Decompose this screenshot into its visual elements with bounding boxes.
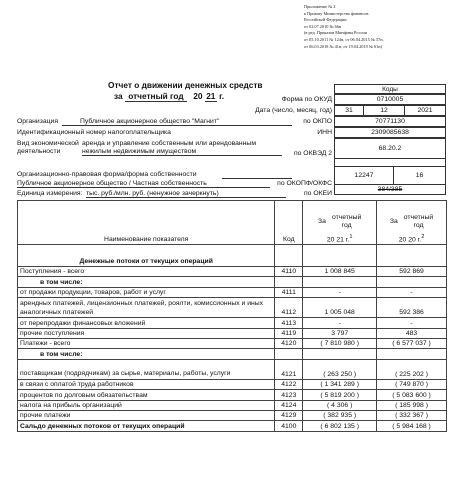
row-current-value: 3 797 [303,328,377,338]
opf-value: Публичное акционерное общество / Частная собственность [17,180,270,188]
row-name: поставщикам (подрядчикам) за сырье, материалы, работы, услуги [18,359,275,379]
date-day: 31 [334,105,364,116]
row-code: 4121 [275,359,303,379]
table-row [18,328,447,338]
col-current-header [303,201,377,245]
row-code: 4113 [275,318,303,328]
okopf-label: по ОКОПФ/ОКФС [277,180,332,187]
activity-label-2: деятельности [17,148,61,155]
row-name: Поступления - всего [18,267,275,277]
row-name: в связи с оплатой труда работников [18,379,275,389]
col-previous-sup: 2 [421,233,425,240]
table-body [18,267,447,432]
row-code: 4120 [275,338,303,348]
okpo-label: по ОКПО [303,118,332,125]
row-current-value: ( 6 802 135 ) [303,421,377,431]
row-code: 4112 [275,298,303,318]
period-year-pre: 20 [193,91,203,101]
row-previous-value [377,277,447,287]
cash-flow-table [17,200,447,432]
row-name: Платежи - всего [18,338,275,348]
row-name: прочие поступления [18,328,275,338]
okud-value: 0710005 [334,94,446,105]
row-previous-value: ( 332 367 ) [377,410,447,420]
inn-label: ИНН [317,129,332,136]
period-za: за [114,91,123,101]
okpo-value: 70771130 [334,116,446,127]
annex-line: от 06.03.2018 № 41н, от 19.04.2019 № 61н) [304,43,383,49]
activity-label-1: Вид экономической [17,140,79,147]
row-previous-value: ( 749 870 ) [377,379,447,389]
table-row [18,298,447,318]
table-row [18,277,447,287]
okved-value: 68.20.2 [334,138,446,159]
report-period [114,91,224,102]
row-current-value: 1 008 845 [303,267,377,277]
section-cur [303,245,377,267]
table-row [18,390,447,400]
row-name: от продажи продукции, товаров, работ и услуг [18,287,275,297]
row-code: 4123 [275,390,303,400]
col-previous-header [377,201,447,245]
col-previous-l2: год [413,221,424,229]
row-current-value: ( 382 935 ) [303,410,377,420]
okei-value [334,184,446,195]
col-current-l2: год [341,221,352,229]
row-code: 4111 [275,287,303,297]
row-current-value: 1 005 048 [303,298,377,318]
codes-header: Коды [334,84,446,94]
col-current-year: 20 21 г. [326,236,350,243]
row-current-value: - [303,287,377,297]
activity-value-1: аренда и управление собственным или арендованным [82,140,256,147]
row-name: прочие платежи [18,410,275,420]
annex-note [304,4,384,50]
row-name: налога на прибыль организаций [18,400,275,410]
row-previous-value: ( 6 577 037 ) [377,338,447,348]
okfs-value: 16 [393,166,446,185]
table-row [18,379,447,389]
date-month: 12 [363,105,405,116]
date-year: 2021 [404,105,446,116]
col-current-l1: отчетный [331,213,362,221]
annex-line: к Приказу Министерства финансов [304,10,369,16]
org-value: Публичное акционерное общество "Магнит" [62,118,292,126]
row-previous-value [377,349,447,359]
row-current-value [303,349,377,359]
period-year-suffix: 21 [206,91,216,101]
section-code [275,245,303,267]
unit-label: Единица измерения: [17,190,83,197]
table-row [18,267,447,277]
row-previous-value: ( 225 202 ) [377,359,447,379]
annex-line: от 02.07.2010 № 66н [304,23,342,29]
row-previous-value: 483 [377,328,447,338]
table-row [18,287,447,297]
report-title: Отчет о движении денежных средств [108,80,263,90]
okved-label: по ОКВЭД 2 [293,150,332,157]
period-value: отчетный год [125,91,187,102]
row-current-value [303,277,377,287]
okei-label: по ОКЕИ [303,190,332,197]
row-name: в том числе: [18,349,275,359]
row-current-value: ( 263 250 ) [303,359,377,379]
unit-value: тыс. руб./млн. руб. (ненужное зачеркнуть) [86,190,286,198]
col-current-za: За [318,218,326,226]
row-code: 4122 [275,379,303,389]
row-name: Сальдо денежных потоков от текущих операций [18,421,275,431]
row-previous-value: ( 5 984 168 ) [377,421,447,431]
row-previous-value: - [377,287,447,297]
row-current-value: - [303,318,377,328]
row-name: процентов по долговым обязательствам [18,390,275,400]
row-previous-value: 592 386 [377,298,447,318]
table-row [18,400,447,410]
row-code: 4124 [275,400,303,410]
row-current-value: ( 4 306 ) [303,400,377,410]
row-current-value: ( 5 819 200 ) [303,390,377,400]
section-title: Денежные потоки от текущих операций [18,245,275,267]
row-previous-value: 592 869 [377,267,447,277]
table-row [18,421,447,431]
col-previous-l1: отчетный [403,213,434,221]
row-code: 4119 [275,328,303,338]
opf-label: Организационно-правовая форма/форма собственности [17,171,197,178]
inn-label-left: Идентификационный номер налогоплательщика [17,129,171,136]
row-name: арендных платежей, лицензионных платежей, роялти, комиссионных и иных аналогичных платежей [18,298,275,318]
col-name-header: Наименование показателя [18,201,275,245]
col-previous-za: За [389,218,398,226]
row-previous-value: - [377,318,447,328]
org-label: Организация [17,118,58,125]
col-previous-year: 20 20 г. [398,236,422,243]
annex-line: Приложение № 2 [304,4,336,9]
row-previous-value: ( 5 083 600 ) [377,390,447,400]
okopf-value: 12247 [334,166,394,185]
table-row [18,410,447,420]
row-previous-value: ( 185 998 ) [377,400,447,410]
row-current-value: ( 7 810 980 ) [303,338,377,348]
table-header-row [18,201,447,245]
row-code: 4129 [275,410,303,420]
section-row [18,245,447,267]
row-code [275,277,303,287]
inn-value: 2309085638 [334,127,446,138]
row-code: 4100 [275,421,303,431]
date-label: Дата (число, месяц, год) [255,107,332,114]
col-current-sup: 1 [349,233,353,240]
row-name: от перепродажи финансовых вложений [18,318,275,328]
opf-underline [222,178,292,179]
row-code [275,349,303,359]
table-row [18,318,447,328]
activity-value-2: нежилым недвижимым имуществом [82,148,282,156]
period-g: г. [219,91,225,101]
okei-value-text: 384/385 [377,186,403,193]
row-code: 4110 [275,267,303,277]
table-row [18,359,447,379]
row-name: в том числе: [18,277,275,287]
table-row [18,338,447,348]
annex-line: от 05.10.2011 № 124н, от 06.04.2015 № 57н, [304,36,384,42]
annex-line: Российской Федерации [304,17,347,23]
section-prev [377,245,447,267]
row-current-value: ( 1 341 289 ) [303,379,377,389]
annex-line: (в ред. Приказов Минфина России [304,30,368,36]
table-row [18,349,447,359]
okud-label: Форма по ОКУД [281,96,332,103]
col-code-header: Код [275,201,303,245]
